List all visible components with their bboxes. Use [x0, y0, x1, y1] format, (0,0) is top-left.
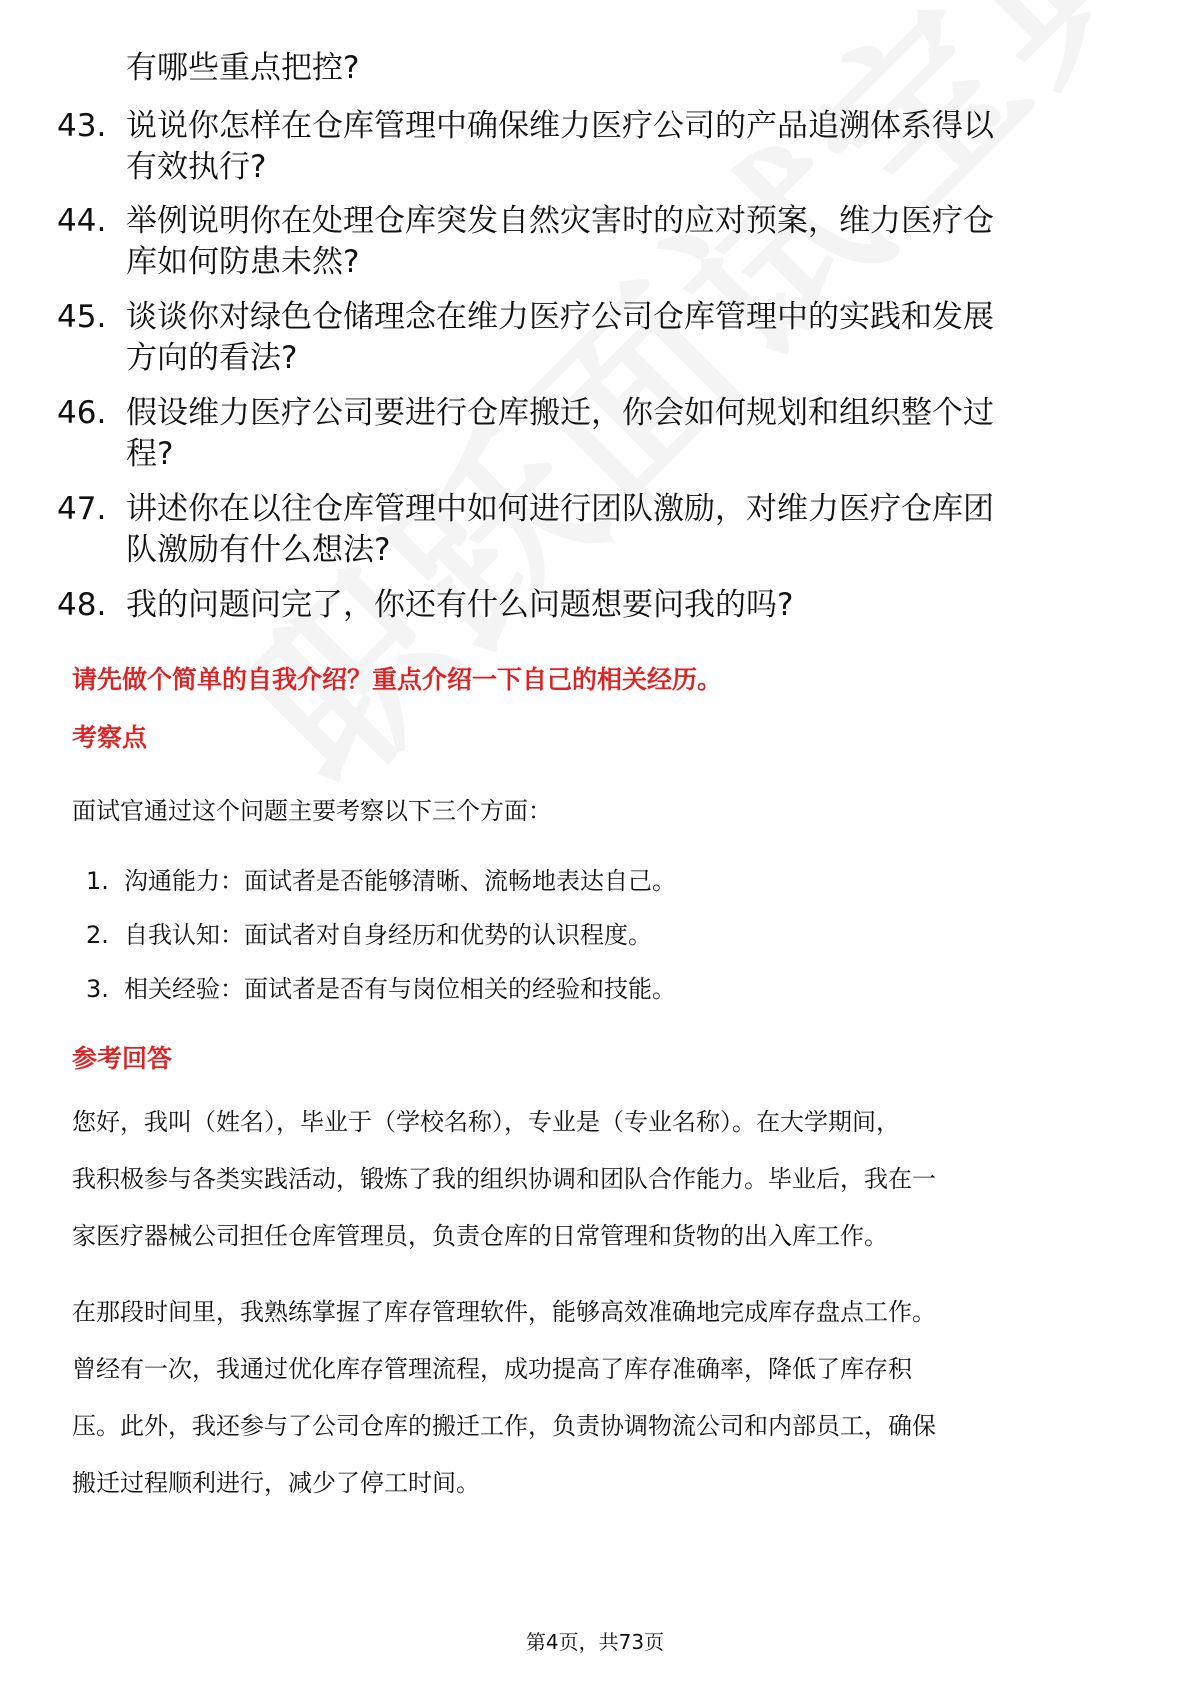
question-text — [126, 489, 1116, 571]
question-continuation: 有哪些重点把控? — [126, 50, 360, 86]
question-line: 库如何防患未然? — [126, 244, 360, 280]
question-line: 我的问题问完了，你还有什么问题想要问我的吗? — [126, 587, 794, 623]
section-title: 请先做个简单的自我介绍？重点介绍一下自己的相关经历。 — [72, 665, 723, 694]
point-number: 2. — [86, 921, 109, 949]
assessment-heading: 考察点 — [72, 723, 148, 752]
reference-heading: 参考回答 — [72, 1044, 173, 1073]
question-number: 48. — [57, 587, 107, 623]
page-footer: 第4页，共73页 — [525, 1630, 665, 1654]
question-line: 有效执行? — [126, 149, 267, 185]
answer-paragraph — [72, 1094, 1122, 1265]
answer-line: 我积极参与各类实践活动，锻炼了我的组织协调和团队合作能力。毕业后，我在一 — [72, 1165, 936, 1193]
answer-line: 您好，我叫（姓名），毕业于（学校名称），专业是（专业名称）。在大学期间， — [72, 1108, 900, 1136]
question-line: 假设维力医疗公司要进行仓库搬迁，你会如何规划和组织整个过 — [126, 395, 994, 431]
question-text — [126, 297, 1116, 379]
question-line: 队激励有什么想法? — [126, 532, 391, 568]
question-line: 谈谈你对绿色仓储理念在维力医疗公司仓库管理中的实践和发展 — [126, 299, 994, 335]
answer-line: 搬迁过程顺利进行，减少了停工时间。 — [72, 1469, 480, 1497]
answer-line: 在那段时间里，我熟练掌握了库存管理软件，能够高效准确地完成库存盘点工作。 — [72, 1298, 936, 1326]
question-line: 程? — [126, 436, 174, 472]
question-number: 45. — [57, 299, 107, 335]
answer-line: 压。此外，我还参与了公司仓库的搬迁工作，负责协调物流公司和内部员工，确保 — [72, 1412, 936, 1440]
question-line: 举例说明你在处理仓库突发自然灾害时的应对预案，维力医疗仓 — [126, 203, 994, 239]
assessment-intro: 面试官通过这个问题主要考察以下三个方面： — [72, 797, 552, 825]
question-line: 说说你怎样在仓库管理中确保维力医疗公司的产品追溯体系得以 — [126, 108, 994, 144]
answer-line: 家医疗器械公司担任仓库管理员，负责仓库的日常管理和货物的出入库工作。 — [72, 1222, 888, 1250]
question-number: 43. — [57, 108, 107, 144]
point-text: 相关经验：面试者是否有与岗位相关的经验和技能。 — [124, 975, 676, 1003]
point-number: 3. — [86, 975, 109, 1003]
question-text — [126, 585, 1116, 626]
point-number: 1. — [86, 867, 109, 895]
question-text — [126, 106, 1116, 188]
question-line: 方向的看法? — [126, 340, 298, 376]
question-text — [126, 393, 1116, 475]
point-text: 沟通能力：面试者是否能够清晰、流畅地表达自己。 — [124, 867, 676, 895]
question-text — [126, 201, 1116, 283]
answer-paragraph — [72, 1284, 1122, 1512]
answer-line: 曾经有一次，我通过优化库存管理流程，成功提高了库存准确率，降低了库存积 — [72, 1355, 912, 1383]
question-number: 47. — [57, 491, 107, 527]
question-number: 46. — [57, 395, 107, 431]
question-line: 讲述你在以往仓库管理中如何进行团队激励，对维力医疗仓库团 — [126, 491, 994, 527]
question-number: 44. — [57, 203, 107, 239]
point-text: 自我认知：面试者对自身经历和优势的认识程度。 — [124, 921, 652, 949]
